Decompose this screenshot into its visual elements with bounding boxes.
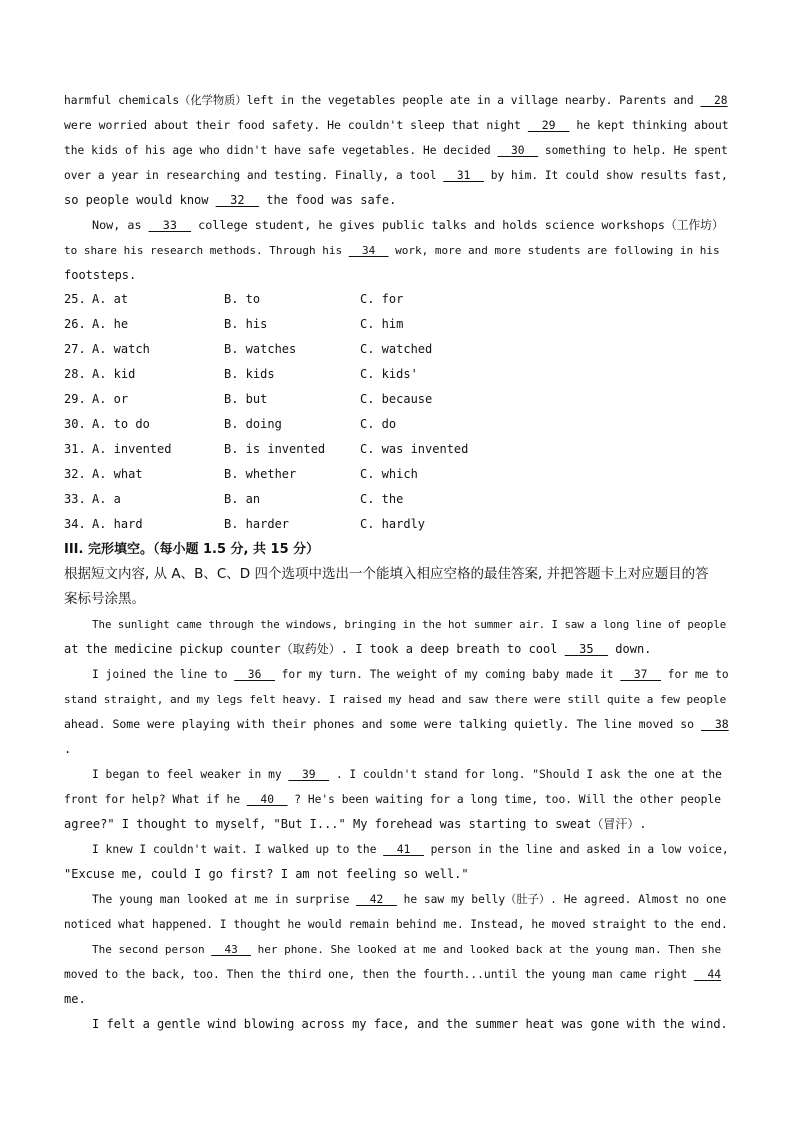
text-line — [64, 812, 730, 837]
option-b: B. but — [224, 392, 268, 406]
option-row — [64, 337, 730, 362]
option-a: A. a — [92, 492, 121, 506]
option-b: B. an — [224, 492, 261, 506]
blank-number: __29__ — [527, 118, 570, 132]
question-number: 25. — [64, 292, 86, 306]
blank-number: __33__ — [148, 218, 192, 232]
option-a: A. kid — [92, 367, 136, 381]
blank-number: __31__ — [443, 169, 484, 182]
text-span: he saw my belly（肚子）. He agreed. Almost no one — [396, 893, 727, 906]
text-span: . — [64, 742, 72, 756]
blank-number: __44 — [693, 968, 721, 981]
option-a: A. to do — [92, 417, 150, 431]
section-heading: III. 完形填空。（每小题 1.5 分, 共 15 分） — [64, 542, 320, 557]
text-line — [64, 962, 730, 987]
blank-number: __42__ — [356, 893, 397, 906]
text-line — [64, 213, 730, 238]
text-line — [64, 662, 730, 687]
text-span: her phone. She looked at me and looked back at the young man. Then she — [250, 943, 722, 956]
text-span: the food was safe. — [259, 193, 397, 207]
option-a: A. he — [92, 317, 129, 331]
option-row — [64, 462, 730, 487]
option-row — [64, 287, 730, 312]
text-span: work, more and more students are following in his — [388, 244, 720, 257]
text-line — [64, 887, 730, 912]
text-line — [64, 188, 730, 213]
blank-number: __35__ — [564, 642, 609, 656]
text-line — [64, 88, 730, 113]
blank-number: __40__ — [246, 793, 288, 806]
option-a: A. what — [92, 467, 143, 481]
option-row — [64, 512, 730, 537]
question-number: 30. — [64, 417, 86, 431]
option-a: A. at — [92, 292, 129, 306]
option-c: C. do — [360, 417, 397, 431]
option-c: C. because — [360, 392, 433, 406]
blank-number: __41__ — [383, 843, 424, 856]
option-a: A. invented — [92, 442, 172, 456]
option-c: C. him — [360, 317, 404, 331]
text-span: The sunlight came through the windows, bringing in the hot summer air. I saw a long line of people — [92, 618, 727, 631]
text-line — [64, 737, 730, 762]
blank-number: __28 — [700, 94, 728, 107]
answer-options — [64, 287, 730, 537]
blank-number: __39__ — [288, 768, 330, 781]
blank-number: __32__ — [215, 193, 260, 207]
option-c: C. for — [360, 292, 404, 306]
option-c: C. was invented — [360, 442, 469, 456]
text-span: by him. It could show results fast, — [483, 169, 728, 182]
blank-number: __36__ — [234, 668, 275, 681]
blank-number: __38 — [700, 717, 729, 731]
text-span: I knew I couldn't wait. I walked up to the — [92, 843, 384, 856]
option-a: A. watch — [92, 342, 150, 356]
text-line — [64, 987, 730, 1012]
passage-two — [64, 612, 730, 1037]
text-span: harmful chemicals（化学物质）left in the vegetables people ate in a village nearby. Parents and — [64, 94, 701, 107]
option-b: B. kids — [224, 367, 275, 381]
text-line — [64, 113, 730, 138]
option-b: B. whether — [224, 467, 297, 481]
option-b: B. to — [224, 292, 261, 306]
text-line — [64, 912, 730, 937]
text-span: noticed what happened. I thought he would remain behind me. Instead, he moved straight to the end. — [64, 918, 728, 931]
option-a: A. or — [92, 392, 129, 406]
text-span: college student, he gives public talks and holds science workshops（工作坊） — [191, 218, 724, 232]
text-line — [64, 263, 730, 288]
blank-number: __37__ — [620, 668, 661, 681]
option-b: B. is invented — [224, 442, 326, 456]
question-number: 32. — [64, 467, 86, 481]
text-span: "Excuse me, could I go first? I am not feeling so well." — [64, 867, 469, 881]
option-a: A. hard — [92, 517, 143, 531]
text-span: for me to — [660, 668, 729, 681]
text-span: The second person — [92, 943, 212, 956]
text-line — [64, 787, 730, 812]
text-line — [64, 862, 730, 887]
text-line — [64, 238, 730, 263]
option-c: C. kids' — [360, 367, 418, 381]
passage-one — [64, 88, 730, 288]
text-span: so people would know — [64, 193, 216, 207]
text-span: footsteps. — [64, 268, 137, 282]
text-line — [64, 637, 730, 662]
text-span: agree?" I thought to myself, "But I..." My forehead was starting to sweat（冒汗）. — [64, 817, 647, 831]
option-c: C. hardly — [360, 517, 426, 531]
text-line — [64, 138, 730, 163]
instruction-line: 案标号涂黑。 — [64, 591, 145, 607]
text-span: I joined the line to — [92, 668, 235, 681]
text-span: . I couldn't stand for long. "Should I ask the one at the — [329, 768, 722, 781]
text-span: moved to the back, too. Then the third one, then the fourth...until the young man came right — [64, 968, 694, 981]
option-row — [64, 312, 730, 337]
text-line — [64, 837, 730, 862]
text-span: to share his research methods. Through his — [64, 244, 349, 257]
text-line — [64, 612, 730, 637]
option-c: C. watched — [360, 342, 433, 356]
option-c: C. which — [360, 467, 418, 481]
text-span: me. — [64, 992, 86, 1006]
option-row — [64, 437, 730, 462]
blank-number: __34__ — [348, 244, 389, 257]
text-line — [64, 1012, 730, 1037]
option-b: B. his — [224, 317, 268, 331]
text-span: person in the line and asked in a low voice, — [423, 843, 729, 856]
blank-number: __43__ — [211, 943, 251, 956]
option-b: B. harder — [224, 517, 290, 531]
text-span: down. — [608, 642, 652, 656]
text-span: stand straight, and my legs felt heavy. I raised my head and saw there were still quite a few people — [64, 693, 727, 706]
text-span: something to help. He spent — [538, 144, 728, 157]
question-number: 27. — [64, 342, 86, 356]
text-span: ahead. Some were playing with their phones and some were talking quietly. The line moved so — [64, 717, 701, 731]
question-number: 34. — [64, 517, 86, 531]
text-line — [64, 163, 730, 188]
text-line — [64, 687, 730, 712]
text-line — [64, 937, 730, 962]
question-number: 33. — [64, 492, 86, 506]
text-span: at the medicine pickup counter（取药处）. I took a deep breath to cool — [64, 642, 565, 656]
question-number: 29. — [64, 392, 86, 406]
text-span: Now, as — [92, 218, 149, 232]
option-b: B. watches — [224, 342, 297, 356]
instruction-line: 根据短文内容, 从 A、B、C、D 四个选项中选出一个能填入相应空格的最佳答案, 并把答题卡上对应题目的答 — [64, 566, 709, 582]
text-span: over a year in researching and testing. Finally, a tool — [64, 169, 444, 182]
text-span: ? He's been waiting for a long time, too. Will the other people — [287, 793, 721, 806]
text-span: he kept thinking about — [569, 118, 729, 132]
text-span: were worried about their food safety. He couldn't sleep that night — [64, 118, 528, 132]
text-span: for my turn. The weight of my coming baby made it — [274, 668, 621, 681]
question-number: 26. — [64, 317, 86, 331]
section-instructions — [64, 562, 730, 612]
option-row — [64, 487, 730, 512]
text-span: the kids of his age who didn't have safe vegetables. He decided — [64, 144, 498, 157]
text-line — [64, 712, 730, 737]
question-number: 28. — [64, 367, 86, 381]
question-number: 31. — [64, 442, 86, 456]
option-b: B. doing — [224, 417, 282, 431]
text-span: The young man looked at me in surprise — [92, 893, 357, 906]
text-span: I felt a gentle wind blowing across my face, and the summer heat was gone with the wind. — [92, 1017, 728, 1031]
blank-number: __30__ — [497, 144, 539, 157]
option-row — [64, 387, 730, 412]
option-c: C. the — [360, 492, 404, 506]
text-span: front for help? What if he — [64, 793, 247, 806]
text-span: I began to feel weaker in my — [92, 768, 289, 781]
option-row — [64, 362, 730, 387]
text-line — [64, 762, 730, 787]
option-row — [64, 412, 730, 437]
